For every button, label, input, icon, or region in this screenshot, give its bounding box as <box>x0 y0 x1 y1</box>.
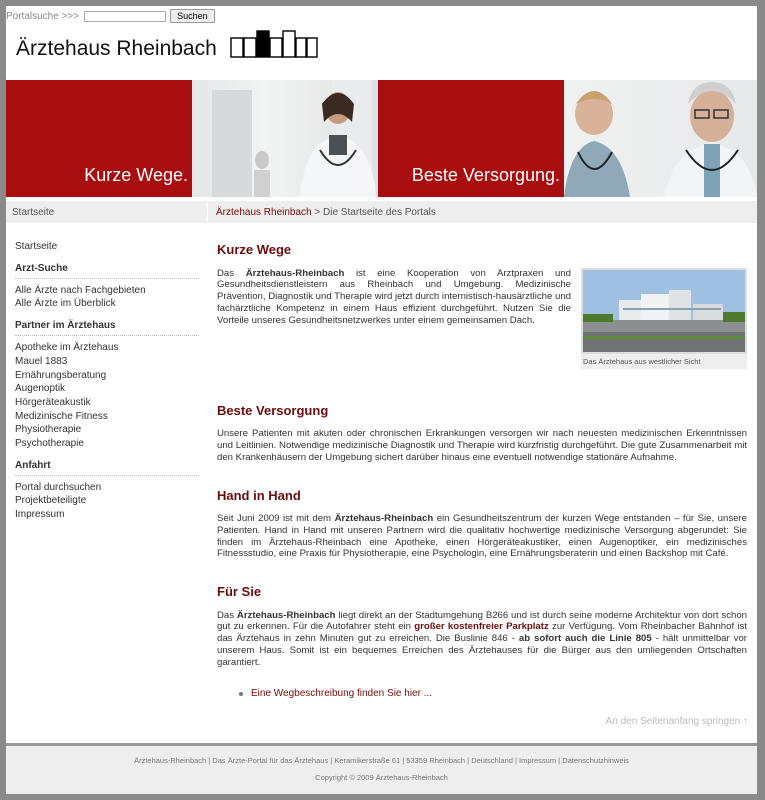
sidebar-item-psychotherapie[interactable]: Psychotherapie <box>15 438 84 450</box>
sidebar-item-augenoptik[interactable]: Augenoptik <box>15 383 66 395</box>
main-content <box>217 244 747 700</box>
text-strong: Ärztehaus-Rheinbach <box>334 513 434 525</box>
paragraph-hand-in-hand <box>217 513 747 560</box>
text-strong-parkplatz: großer kostenfreier Parkplatz <box>414 621 549 633</box>
sidebar-heading-arzt-suche[interactable]: Arzt-Suche <box>15 263 199 279</box>
banner-photo-doctors <box>564 80 757 197</box>
doctors-photo-icon <box>564 80 757 197</box>
text-fragment: ist eine Kooperation von Arztpraxen und Gesundheitsdienstleistern aus Rheinbach und Umgebung. Medizinische Prävention, Diagnostik und Therapie wird jetzt durch internistisch-hausärztliche und fachärztliche Kompetenz in einem Haus effizient durchgeführt. Nutzen Sie die Vorteile unseres Gesundheitsnetzwerkes unter einem gemeinsamen Dach. <box>217 267 571 326</box>
portal-search <box>6 8 215 24</box>
sidebar-item-mauel[interactable]: Mauel 1883 <box>15 355 68 367</box>
text-fragment: - hält unmittelbar vor unserem Haus. Somit ist ein bequemes Erreichen des Ärztehauses für die Bürger aus den umliegenden Ortschaften garantiert. <box>217 633 747 668</box>
nav-home-label: Startseite <box>12 207 55 218</box>
text-strong: Ärztehaus-Rheinbach <box>245 267 345 279</box>
text-strong: Ärztehaus-Rheinbach <box>236 609 336 621</box>
heading-fuer-sie: Für Sie <box>217 584 262 600</box>
spacer <box>217 464 747 490</box>
sidebar-heading-anfahrt[interactable]: Anfahrt <box>15 460 199 476</box>
search-label: Portalsuche >>> <box>6 10 80 22</box>
search-button[interactable]: Suchen <box>170 9 215 23</box>
heading-beste-versorgung: Beste Versorgung <box>217 402 329 418</box>
building-photo-icon <box>583 270 745 352</box>
page <box>6 6 757 794</box>
sidebar-item-hoergeraeteakustik[interactable]: Hörgeräteakustik <box>15 396 91 408</box>
sidebar-heading-partner[interactable]: Partner im Ärztehaus <box>15 320 199 336</box>
site-title: Ärztehaus Rheinbach <box>16 37 217 60</box>
logo-icon <box>230 30 318 58</box>
sidebar-item-projektbeteiligte[interactable]: Projektbeteiligte <box>15 495 87 507</box>
sidebar <box>15 240 199 522</box>
banner-panel-left <box>6 80 192 197</box>
sidebar-item-apotheke[interactable]: Apotheke im Ärztehaus <box>15 342 119 354</box>
bullet-icon <box>239 692 243 696</box>
paragraph-beste-versorgung: Unsere Patienten mit akuten oder chronischen Erkrankungen versorgen wir nach neuesten medizinischen Erkenntnissen und Leitlinien. Notwendige medizinische Diagnostik und Therapie wird kurzfristig durchgeführt. Die gute Zusammenarbeit mit den Krankenhäusern der Umgebung sichert darüber hinaus eine eventuell notwendige stationäre Aufnahme. <box>217 428 747 463</box>
doctor-photo-icon <box>192 80 378 197</box>
sidebar-item-fitness[interactable]: Medizinische Fitness <box>15 410 108 422</box>
sidebar-item-fachgebiete[interactable]: Alle Ärzte nach Fachgebieten <box>15 284 146 296</box>
text-fragment: ein Gesundheitszentrum der kurzen Wege entstanden – für Sie, unsere Patienten. Hand in Hand mit unseren Partnern wird die qualitativ hochwertige medizinische Versorgung abgerundet: Sie finden im Ärztehaus-Rheinbach eine Apotheke, einen Hörgeräteakustiker, einen Augenoptiker, ein medizinisches Fitnessstudio, eine Praxis für Physiotherapie, eine Psychologin, eine Ernährungsberaterin und einen Backshop mit Café. <box>217 513 747 560</box>
footer <box>6 746 757 794</box>
directions-link[interactable]: Eine Wegbeschreibung finden Sie hier ... <box>251 688 433 700</box>
banner-panel-right <box>378 80 564 197</box>
text-fragment: Seit Juni 2009 ist mit dem <box>217 513 335 525</box>
banner-slogan-right: Beste Versorgung. <box>411 165 560 185</box>
search-input[interactable] <box>84 11 166 22</box>
banner-photo-doctor <box>192 80 378 197</box>
text-fragment: Das <box>217 609 237 621</box>
navigation-bar <box>6 201 757 223</box>
heading-kurze-wege: Kurze Wege <box>217 242 292 257</box>
banner-slogan-left: Kurze Wege. <box>84 165 188 185</box>
text-strong: ab sofort auch die Linie 805 <box>518 633 652 645</box>
sidebar-item-impressum[interactable]: Impressum <box>15 509 65 521</box>
building-figure <box>581 268 747 369</box>
breadcrumb-current: > Die Startseite des Portals <box>311 207 436 218</box>
list-item <box>239 688 747 700</box>
sidebar-item-portal-durchsuchen[interactable]: Portal durchsuchen <box>15 481 102 493</box>
text-fragment: zur Verfügung. Vom Rheinbacher Bahnhof ist das Ärztehaus in zehn Minuten gut zu erreichen. Die Buslinie 846 - <box>217 621 747 645</box>
heading-hand-in-hand: Hand in Hand <box>217 487 301 503</box>
breadcrumb-home-link[interactable]: Ärztehaus Rheinbach <box>216 207 312 218</box>
spacer <box>217 560 747 586</box>
breadcrumb <box>216 207 436 218</box>
footer-links: Ärztehaus-Rheinbach | Das Ärzte-Portal für das Ärztehaus | Keramikerstraße 61 | 53359 Rheinbach | Deutschland | Impressum | Datenschutzhinweis <box>134 756 629 765</box>
sidebar-item-startseite[interactable]: Startseite <box>15 241 58 252</box>
text-fragment: liegt direkt an der Stadtumgehung B266 und ist durch seine moderne Architektur von dort schon gut zu erkennen. Für die Autofahrer steht ein <box>217 609 747 633</box>
spacer <box>217 379 747 405</box>
sidebar-item-ernaehrungsberatung[interactable]: Ernährungsberatung <box>15 369 107 381</box>
nav-divider <box>207 201 208 223</box>
paragraph-fuer-sie <box>217 610 747 669</box>
sidebar-item-physiotherapie[interactable]: Physiotherapie <box>15 424 82 436</box>
back-to-top-link[interactable]: An den Seitenanfang springen ↑ <box>605 716 748 727</box>
sidebar-item-ueberblick[interactable]: Alle Ärzte im Überblick <box>15 298 116 310</box>
hero-banner <box>6 80 757 197</box>
footer-copyright: Copyright © 2009 Ärztehaus-Rheinbach <box>315 773 448 782</box>
text-fragment: Das <box>217 267 246 279</box>
building-caption: Das Ärztehaus aus westlicher Sicht <box>581 354 747 369</box>
building-photo <box>581 268 747 354</box>
